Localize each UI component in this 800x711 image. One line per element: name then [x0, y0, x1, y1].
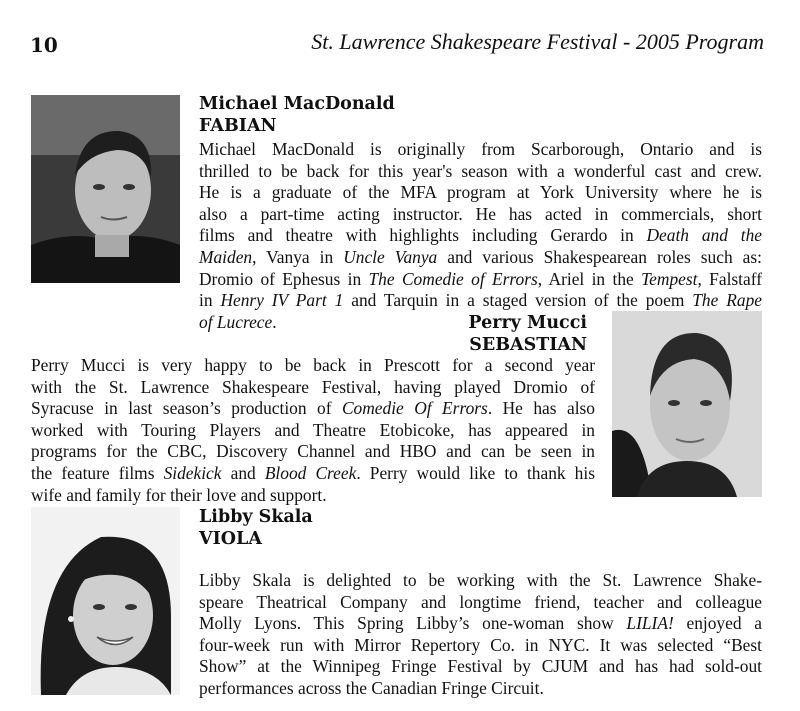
page-number: 10: [30, 33, 58, 57]
performer-name: Perry Mucci: [468, 313, 587, 333]
performer-role: VIOLA: [199, 529, 262, 549]
performer-role: SEBASTIAN: [469, 335, 587, 355]
performer-bio: Libby Skala is delighted to be working with the St. Lawrence Shake- speare Theatrical Company and longtime friend, teacher and colleague Molly Lyons. This Spring Libby’s one-woman show LILIA! enjoyed a four-week run with Mirror Repertory Co. in NYC. It was selected “Best Show” at the Winnipeg Fringe Festival by CJUM and has had sold-out performances across the Canadian Fringe Circuit.: [199, 570, 762, 698]
performer-name: Michael MacDonald: [199, 94, 395, 114]
performer-bio: Michael MacDonald is originally from Scarborough, Ontario and is thrilled to be back for this year's season with a wonderful cast and crew. He is a graduate of the MFA program at York University where he is also a part-time acting instructor. He has acted in commercials, short films and theatre with highlights including Gerardo in Death and the Maiden, Vanya in Uncle Vanya and various Shakespearean roles such as: Dromio of Ephesus in The Comedie of Errors, Ariel in the Tempest, Falstaff in Henry IV Part 1 and Tarquin in a staged version of the poem The Rape of Lucrece.: [199, 139, 762, 332]
headshot-michael-macdonald: [31, 95, 180, 283]
performer-role: FABIAN: [199, 116, 277, 136]
headshot-perry-mucci: [612, 311, 762, 497]
headshot-libby-skala: [31, 507, 180, 695]
running-header: St. Lawrence Shakespeare Festival - 2005 Program: [311, 29, 764, 54]
performer-name: Libby Skala: [199, 507, 313, 527]
performer-bio: Perry Mucci is very happy to be back in Prescott for a second year with the St. Lawrence Shakespeare Festival, having played Dromio of Syracuse in last season’s production of Comedie Of Errors. He has also worked with Touring Players and Theatre Etobicoke, has appeared in programs for the CBC, Discovery Channel and HBO and can be seen in the feature films Sidekick and Blood Creek. Perry would like to thank his wife and family for their love and support.: [31, 355, 595, 505]
